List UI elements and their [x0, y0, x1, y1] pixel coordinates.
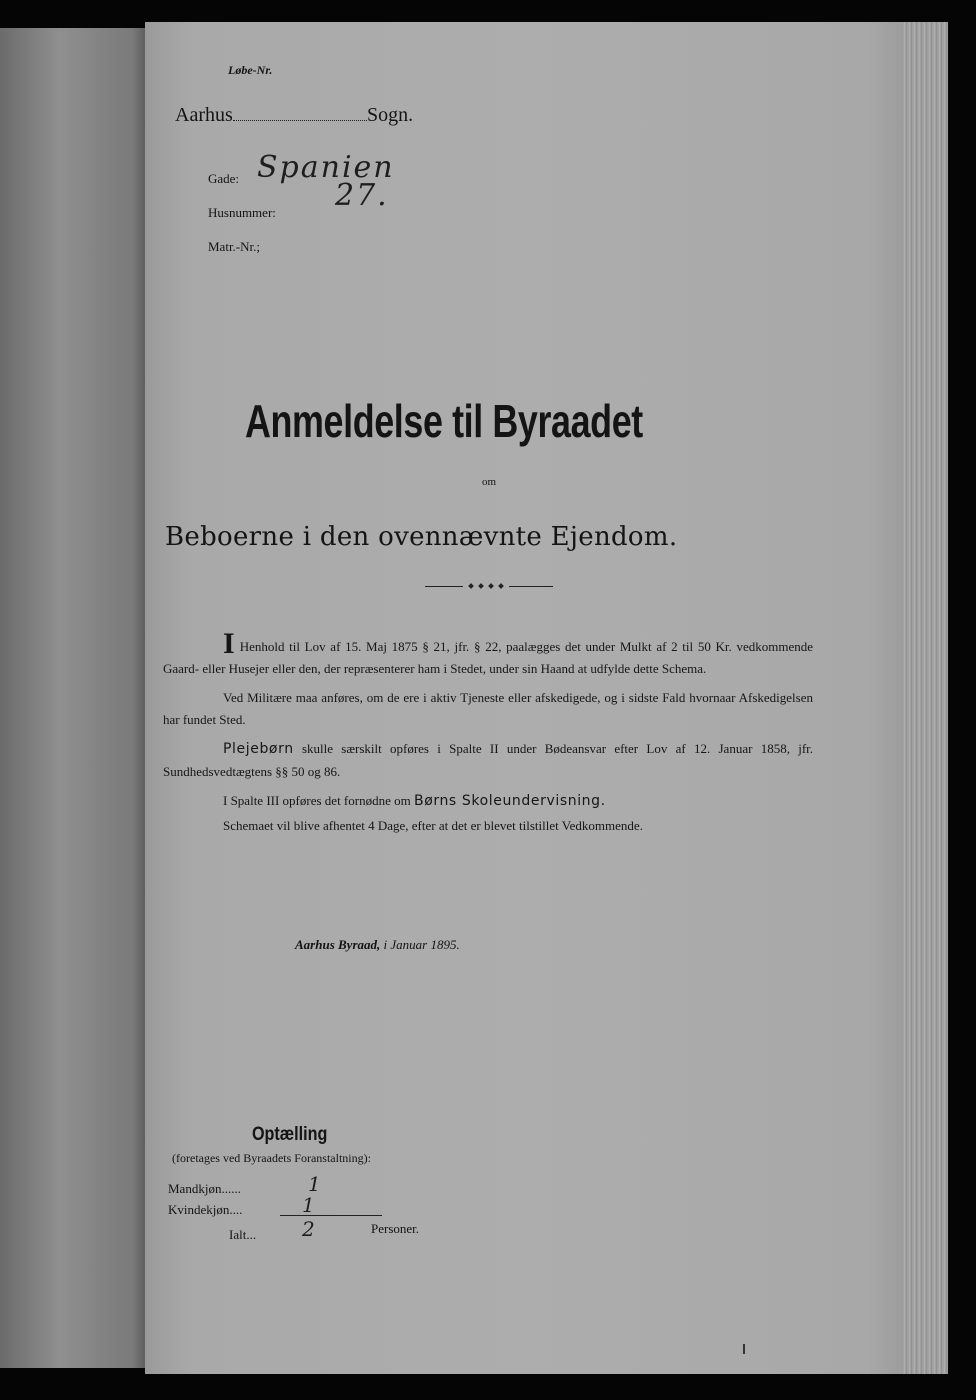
count-section-title: Optælling: [252, 1124, 328, 1145]
document-subtitle: Beboerne i den ovennævnte Ejendom.: [165, 522, 678, 552]
document-title: Anmeldelse til Byraadet: [245, 395, 643, 447]
instructions-text: [163, 627, 814, 844]
paragraph-schooling: [163, 790, 813, 813]
husnummer-handwritten-value: 27.: [335, 178, 389, 213]
paragraph-collection: Schemaet vil blive afhentet 4 Dage, efter at det er blevet tilstillet Vedkommende.: [223, 817, 643, 833]
signature-name: Aarhus Byraad,: [295, 937, 381, 952]
paragraph-law: [163, 627, 813, 679]
gade-handwritten-value: Spanien: [257, 150, 395, 185]
dropcap-letter: I: [223, 627, 235, 660]
schooling-emphasis: Børns Skoleundervisning.: [413, 793, 606, 809]
kvindekjon-handwritten-value: 1: [302, 1193, 315, 1217]
ornament-divider: [425, 583, 553, 591]
kvindekjon-label: Kvindekjøn....: [168, 1202, 243, 1217]
sogn-label: Sogn.: [367, 104, 414, 126]
document-page: [145, 22, 905, 1374]
ialt-handwritten-value: 2: [302, 1217, 315, 1241]
signature-date: i Januar 1895.: [383, 937, 460, 952]
mandkjon-handwritten-value: 1: [308, 1172, 321, 1196]
matr-nr-label: Matr.-Nr.;: [208, 239, 260, 254]
personer-label: Personer.: [371, 1221, 420, 1236]
paragraph-law-text: Henhold til Lov af 15. Maj 1875 § 21, jfr. § 22, paalægges det under Mulkt af 2 til 50 Kr. vedkommende Gaard- eller Husejer eller den, der repræsenterer ham i Stedet, under sin Haand at udfylde dette Schema.: [163, 639, 813, 676]
count-section-subtitle: (foretages ved Byraadets Foranstaltning):: [172, 1151, 371, 1165]
paragraph-military: Ved Militære maa anføres, om de ere i aktiv Tjeneste eller afskedigede, og i sidste Fald hvornaar Afskedigelsen har fundet Sted.: [163, 690, 813, 727]
left-page-edge: [0, 28, 150, 1368]
foster-children-lead: Plejebørn: [223, 741, 294, 757]
ialt-label: Ialt...: [229, 1227, 257, 1242]
right-page-stack: [903, 22, 948, 1374]
husnummer-label: Husnummer:: [208, 205, 276, 220]
city-label: Aarhus: [175, 104, 233, 126]
lobe-nr-label: Løbe-Nr.: [228, 63, 273, 77]
foster-children-text: skulle særskilt opføres i Spalte II under Bødeansvar efter Lov af 12. Januar 1858, jfr. Sundhedsvedtægtens §§ 50 og 86.: [163, 741, 814, 779]
title-connector: om: [482, 476, 497, 488]
schooling-text: I Spalte III opføres det fornødne om: [223, 793, 411, 808]
gade-label: Gade:: [208, 171, 240, 186]
sum-rule: [280, 1215, 382, 1216]
paragraph-foster-children: [163, 738, 813, 782]
signature-line: [295, 937, 460, 953]
parish-fill-line: [233, 120, 367, 121]
page-mark: [743, 1344, 745, 1354]
mandkjon-label: Mandkjøn......: [168, 1181, 241, 1196]
